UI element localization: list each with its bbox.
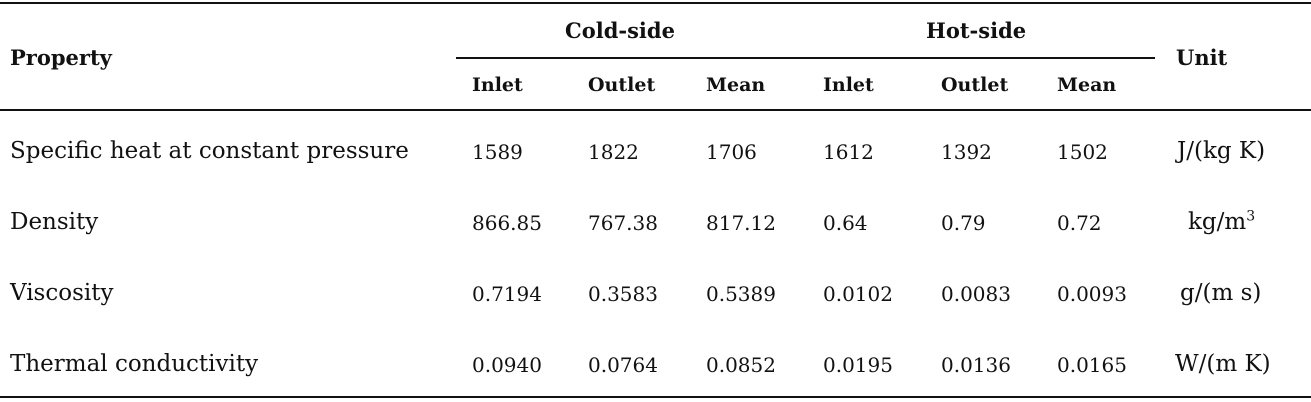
- table-cell: 0.0764: [588, 353, 658, 377]
- header-hot-side: Hot-side: [926, 18, 1027, 43]
- table-cell: 817.12: [706, 211, 776, 235]
- subheader-hot-inlet: Inlet: [823, 74, 874, 96]
- table-cell: 1612: [823, 140, 874, 164]
- subheader-cold-mean: Mean: [706, 74, 766, 96]
- table-cell: 866.85: [472, 211, 542, 235]
- unit-base: kg/m: [1188, 209, 1247, 235]
- table-cell: 0.0102: [823, 282, 893, 306]
- subheader-cold-inlet: Inlet: [472, 74, 523, 96]
- table-cell: 0.0195: [823, 353, 893, 377]
- group-header-rule: [456, 57, 1155, 59]
- table-cell: 0.7194: [472, 282, 542, 306]
- table-cell: 1502: [1057, 140, 1108, 164]
- table-cell: 0.79: [941, 211, 986, 235]
- header-cold-side: Cold-side: [565, 18, 675, 43]
- table-cell: 1822: [588, 140, 639, 164]
- table-cell: 1706: [706, 140, 757, 164]
- table-cell: 0.0852: [706, 353, 776, 377]
- header-property: Property: [10, 45, 112, 70]
- table-top-rule: [0, 2, 1311, 4]
- row-label: Density: [10, 209, 99, 235]
- unit-cell: J/(kg K): [1177, 138, 1266, 164]
- unit-cell: [1188, 208, 1256, 235]
- subheader-hot-mean: Mean: [1057, 74, 1117, 96]
- table-cell: 0.72: [1057, 211, 1102, 235]
- table-cell: 0.0093: [1057, 282, 1127, 306]
- table-cell: 1589: [472, 140, 523, 164]
- table-cell: 0.64: [823, 211, 868, 235]
- table-cell: 0.0165: [1057, 353, 1127, 377]
- row-label: Viscosity: [10, 280, 114, 306]
- subheader-cold-outlet: Outlet: [588, 74, 656, 96]
- header-unit: Unit: [1176, 45, 1228, 70]
- table-cell: 767.38: [588, 211, 658, 235]
- row-label: Specific heat at constant pressure: [10, 138, 409, 164]
- table-cell: 0.0940: [472, 353, 542, 377]
- table-bottom-rule: [0, 396, 1311, 398]
- subheader-hot-outlet: Outlet: [941, 74, 1009, 96]
- table-cell: 0.3583: [588, 282, 658, 306]
- unit-cell: g/(m s): [1180, 280, 1262, 306]
- table-cell: 1392: [941, 140, 992, 164]
- table-cell: 0.0083: [941, 282, 1011, 306]
- table-cell: 0.0136: [941, 353, 1011, 377]
- row-label: Thermal conductivity: [10, 351, 259, 377]
- header-bottom-rule: [0, 109, 1311, 111]
- unit-exponent: 3: [1246, 208, 1256, 225]
- unit-cell: W/(m K): [1175, 351, 1271, 377]
- table-cell: 0.5389: [706, 282, 776, 306]
